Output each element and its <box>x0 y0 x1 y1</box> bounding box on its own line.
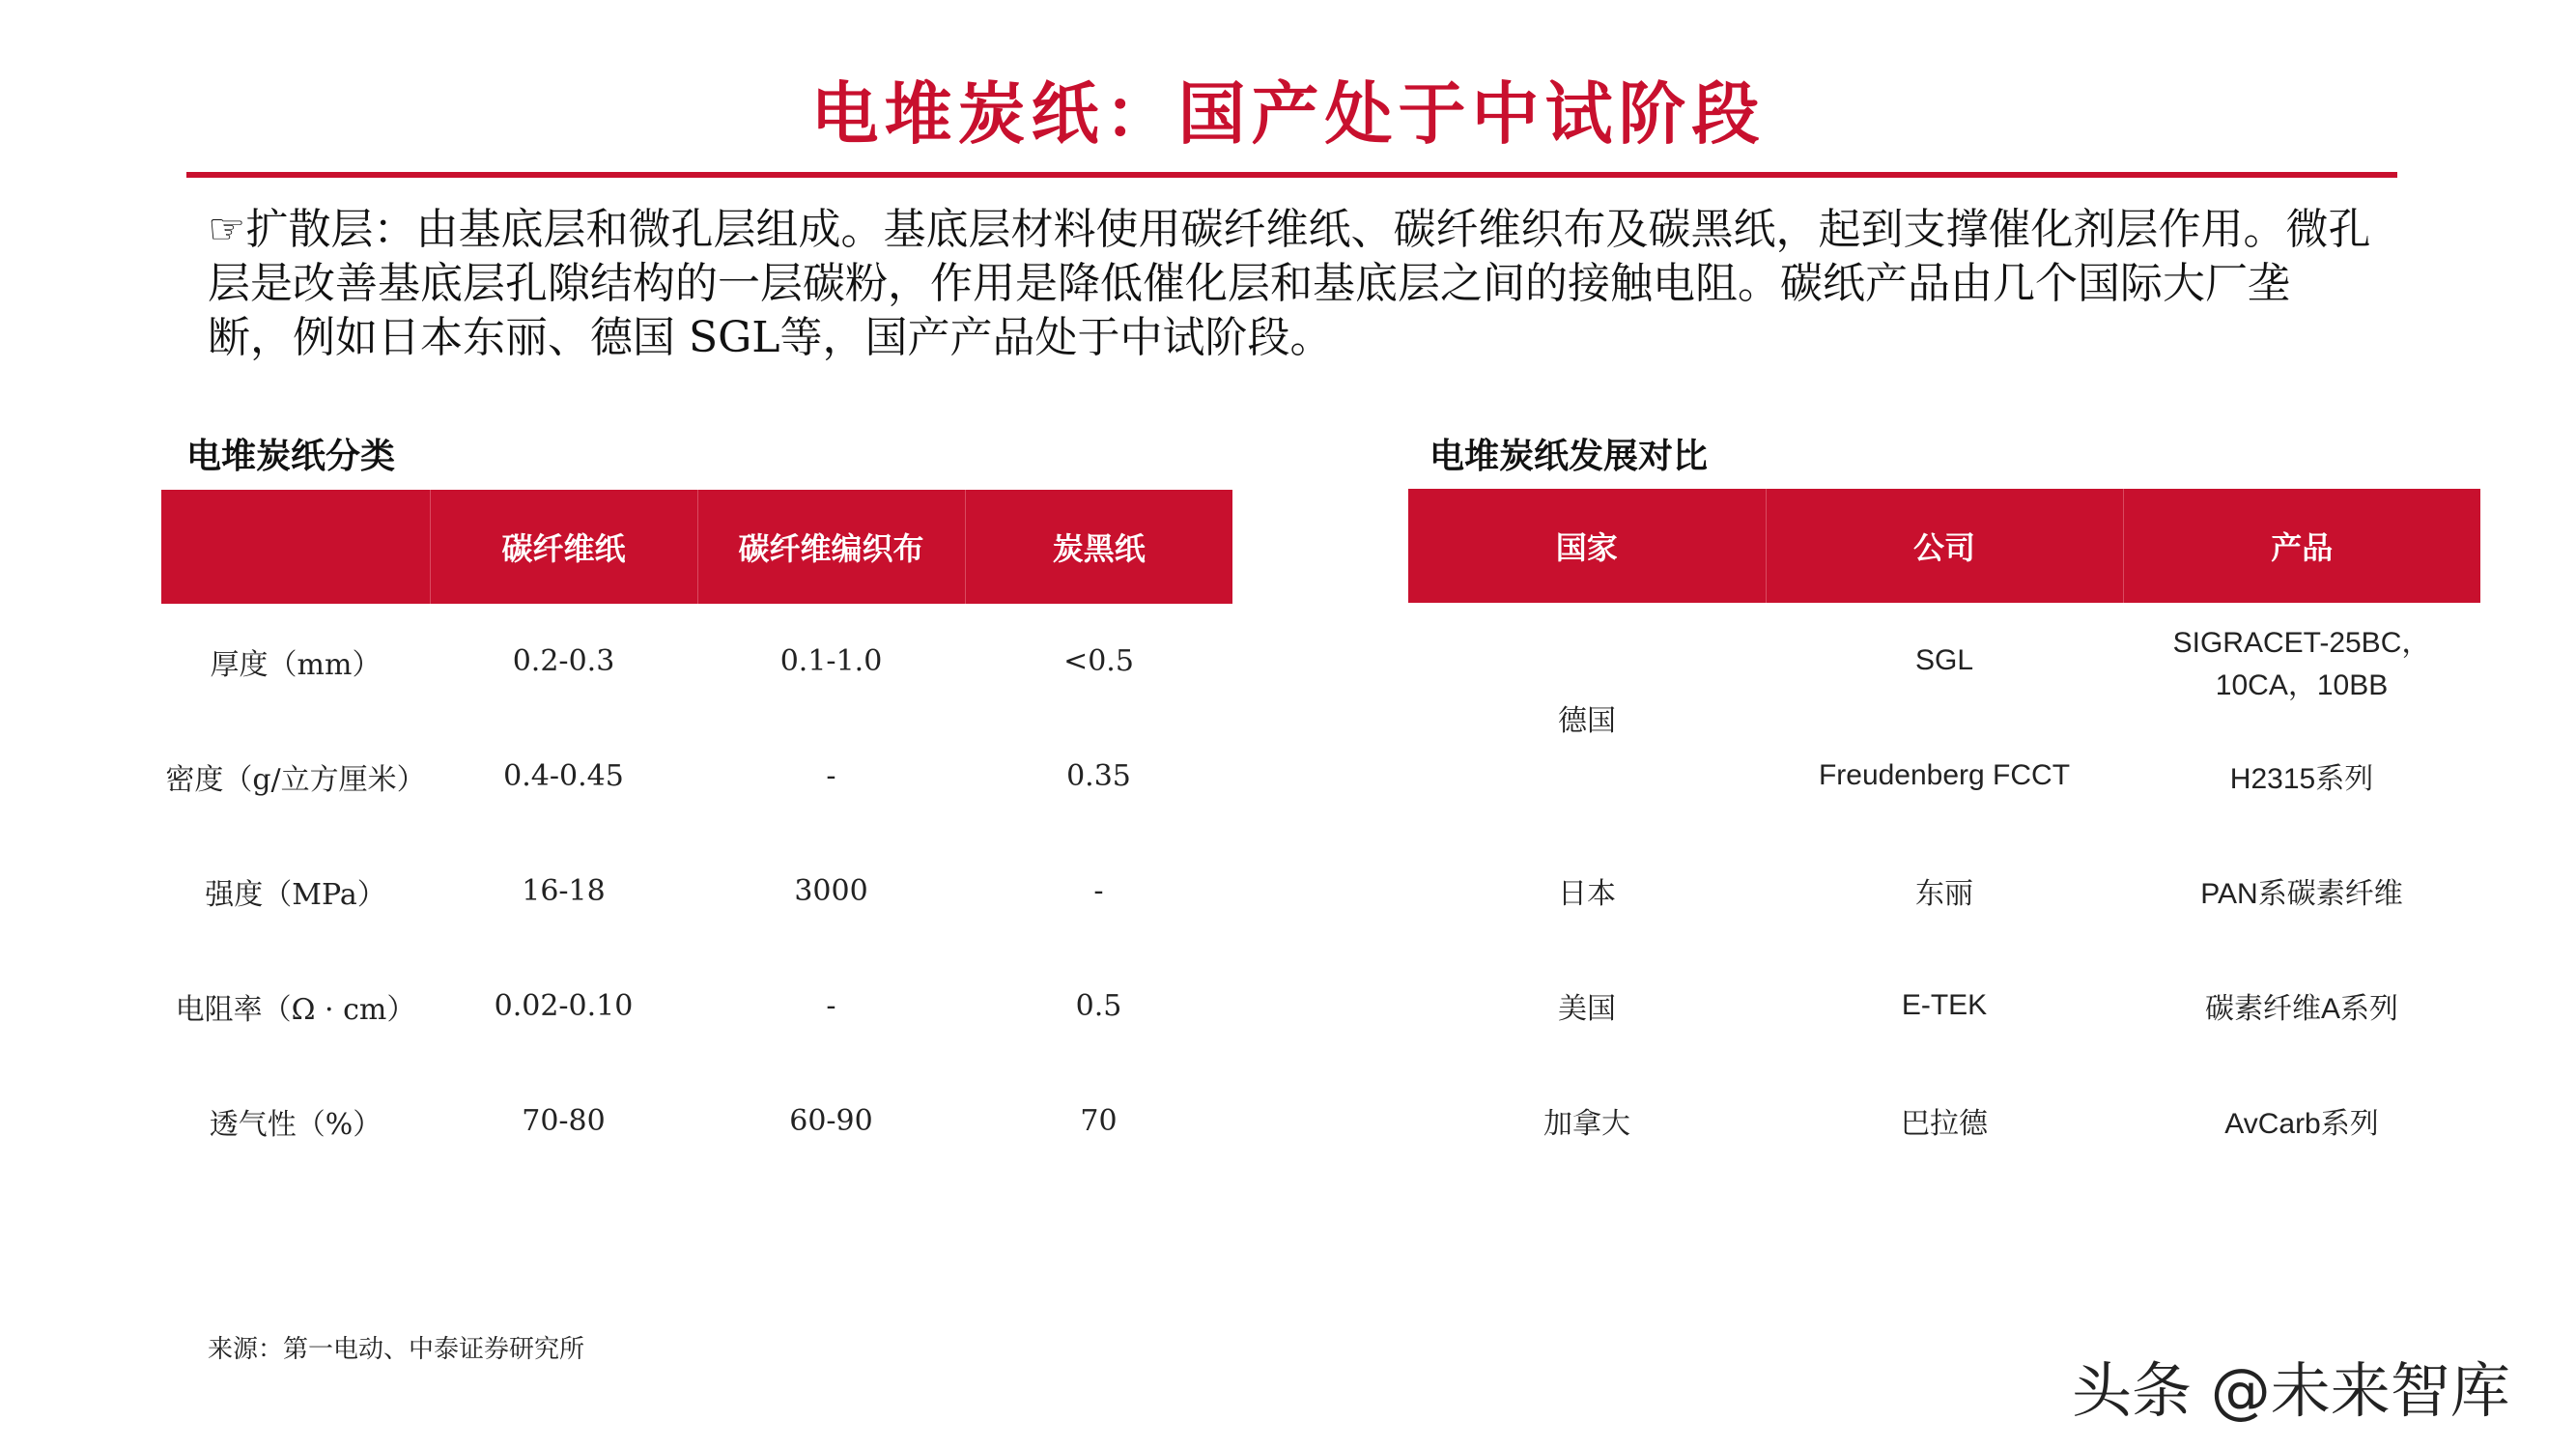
table-cell: - <box>1093 874 1104 908</box>
table-row <box>1408 1063 2480 1178</box>
table-header-row <box>161 490 1232 604</box>
country-cell: 日本 <box>1558 876 1616 911</box>
table-row <box>1408 833 2480 948</box>
row-label: 电阻率（Ω · cm） <box>175 992 416 1027</box>
header-cell: 公司 <box>1766 489 2123 603</box>
company-cell: 东丽 <box>1915 876 1973 911</box>
product-cell: 碳素纤维A系列 <box>2204 992 2398 1025</box>
table-header-row <box>1408 489 2480 603</box>
table-cell: 0.35 <box>1066 759 1131 793</box>
carbon-paper-development-table <box>1408 489 2480 1178</box>
product-cell <box>2123 603 2480 718</box>
row-label: 透气性（%） <box>209 1107 382 1142</box>
product-line: 10CA，10BB <box>2215 668 2389 701</box>
intro-paragraph <box>208 203 2371 365</box>
table-row <box>161 1064 1232 1179</box>
watermark: 头条 @未来智库 <box>2072 1355 2510 1426</box>
header-cell: 碳纤维编织布 <box>697 490 965 604</box>
company-cell: SGL <box>1914 643 1974 676</box>
table-cell: 16-18 <box>522 874 606 908</box>
row-label: 强度（MPa） <box>205 877 386 912</box>
left-table-title: 电堆炭纸分类 <box>186 436 396 476</box>
product-cell: AvCarb系列 <box>2224 1107 2379 1140</box>
table-row <box>161 604 1232 719</box>
table-cell: <0.5 <box>1063 644 1134 678</box>
table-row <box>161 719 1232 834</box>
company-cell: E-TEK <box>1901 988 1988 1021</box>
table-cell: - <box>826 989 836 1023</box>
row-label: 厚度（mm） <box>210 647 382 682</box>
header-cell: 碳纤维纸 <box>430 490 697 604</box>
title-divider <box>186 172 2397 178</box>
source-note: 来源：第一电动、中泰证券研究所 <box>208 1335 585 1364</box>
country-cell: 加拿大 <box>1543 1106 1630 1141</box>
table-cell: 0.2-0.3 <box>512 644 615 678</box>
intro-text: 扩散层：由基底层和微孔层组成。基底层材料使用碳纤维纸、碳纤维织布及碳黑纸，起到支撑催化剂层作用。微孔层是改善基底层孔隙结构的一层碳粉，作用是降低催化层和基底层之间的接触电阻。碳纸产品由几个国际大厂垄断，例如日本东丽、德国 SGL等，国产产品处于中试阶段。 <box>208 205 2371 362</box>
table-row <box>1408 603 2480 718</box>
table-cell: 0.02-0.10 <box>494 989 634 1023</box>
right-table-title: 电堆炭纸发展对比 <box>1430 436 1709 476</box>
company-cell: 巴拉德 <box>1901 1106 1988 1141</box>
product-line: SIGRACET-25BC， <box>2172 626 2431 659</box>
table-cell: 70-80 <box>522 1104 606 1138</box>
table-cell: 60-90 <box>789 1104 873 1138</box>
product-cell: H2315系列 <box>2229 762 2374 795</box>
table-cell: 3000 <box>794 874 868 908</box>
table-cell: - <box>826 759 836 793</box>
table-row <box>161 834 1232 949</box>
row-label: 密度（g/立方厘米） <box>165 762 426 797</box>
country-cell: 美国 <box>1558 991 1616 1026</box>
company-cell: Freudenberg FCCT <box>1818 758 2071 791</box>
header-cell: 炭黑纸 <box>965 490 1232 604</box>
page-title: 电堆炭纸：国产处于中试阶段 <box>810 73 1766 154</box>
header-cell: 产品 <box>2123 489 2480 603</box>
header-cell <box>161 490 430 604</box>
table-cell: 70 <box>1080 1104 1118 1138</box>
country-cell: 德国 <box>1558 704 1616 738</box>
product-cell: PAN系碳素纤维 <box>2200 877 2403 910</box>
table-cell: 0.5 <box>1075 989 1122 1023</box>
table-row <box>161 949 1232 1064</box>
table-cell: 0.4-0.45 <box>503 759 624 793</box>
table-cell: 0.1-1.0 <box>779 644 883 678</box>
pointing-hand-icon: ☞ <box>208 205 246 254</box>
carbon-paper-classification-table <box>161 490 1232 1179</box>
header-cell: 国家 <box>1408 489 1766 603</box>
table-row <box>1408 948 2480 1063</box>
